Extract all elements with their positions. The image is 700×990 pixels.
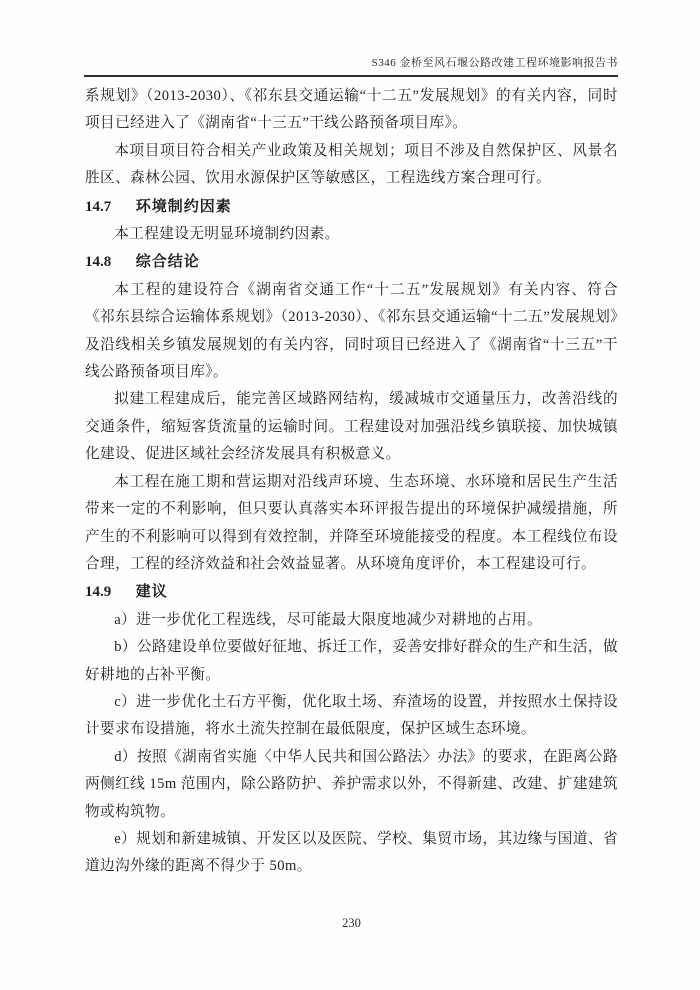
section-heading-14-9 (85, 578, 618, 606)
section-number: 14.7 (85, 198, 112, 215)
list-item-d: d）按照《湖南省实施〈中华人民共和国公路法〉办法》的要求，在距离公路两侧红线 15m 范围内，除公路防护、养护需求以外，不得新建、改建、扩建建筑物或构筑物。 (85, 748, 618, 820)
paragraph: 本工程的建设符合《湖南省交通工作“十二五”发展规划》有关内容、符合《祁东县综合运输体系规划》（2013-2030）、《祁东县交通运输“十二五”发展规划》及沿线相关乡镇发展规划的有关内容，同时项目已经进入了《湖南省“十三五”干线公路预备项目库》。 (85, 281, 618, 381)
paragraph: 拟建工程建成后，能完善区域路网结构，缓减城市交通量压力，改善沿线的交通条件，缩短客货流量的运输时间。工程建设对加强沿线乡镇联接、加快城镇化建设、促进区域社会经济发展具有积极意义。 (85, 391, 618, 463)
list-item-c: c）进一步优化土石方平衡，优化取土场、弃渣场的设置，并按照水土保持设计要求布设措施，将水土流失控制在最低限度，保护区域生态环境。 (85, 693, 618, 738)
section-title: 环境制约因素 (135, 197, 232, 215)
list-item-a: a）进一步优化工程选线，尽可能最大限度地减少对耕地的占用。 (114, 611, 542, 628)
paragraph: 本工程建设无明显环境制约因素。 (114, 226, 340, 243)
paragraph: 本项目项目符合相关产业政策及相关规划；项目不涉及自然保护区、风景名胜区、森林公园、饮用水源保护区等敏感区，工程选线方案合理可行。 (85, 142, 618, 187)
section-number: 14.8 (85, 254, 112, 271)
header-title: S346 金桥至风石堰公路改建工程环境影响报告书 (371, 57, 618, 69)
document-content (85, 83, 618, 881)
page-footer (85, 916, 618, 931)
section-number: 14.9 (85, 584, 112, 601)
section-heading-14-7 (85, 193, 618, 221)
list-item-e: e）规划和新建城镇、开发区以及医院、学校、集贸市场，其边缘与国道、省道边沟外缘的距离不得少于 50m。 (85, 830, 618, 875)
section-title: 综合结论 (135, 253, 200, 271)
section-title: 建议 (135, 583, 168, 601)
section-heading-14-8 (85, 248, 618, 276)
page-number: 230 (342, 916, 361, 930)
page-header (84, 54, 618, 77)
list-item-b: b）公路建设单位要做好征地、拆迁工作，妥善安排好群众的生产和生活，做好耕地的占补平衡。 (85, 639, 618, 683)
paragraph: 本工程在施工期和营运期对沿线声环境、生态环境、水环境和居民生产生活带来一定的不利影响，但只要认真落实本环评报告提出的环境保护减缓措施，所产生的不利影响可以得到有效控制，并降至环境能接受的程度。本工程线位布设合理，工程的经济效益和社会效益显著。从环境角度评价，本工程建设可行。 (85, 473, 618, 572)
paragraph-continued: 系规划》（2013-2030）、《祁东县交通运输“十二五”发展规划》的有关内容，同时项目已经进入了《湖南省“十三五”干线公路预备项目库》。 (85, 88, 618, 132)
